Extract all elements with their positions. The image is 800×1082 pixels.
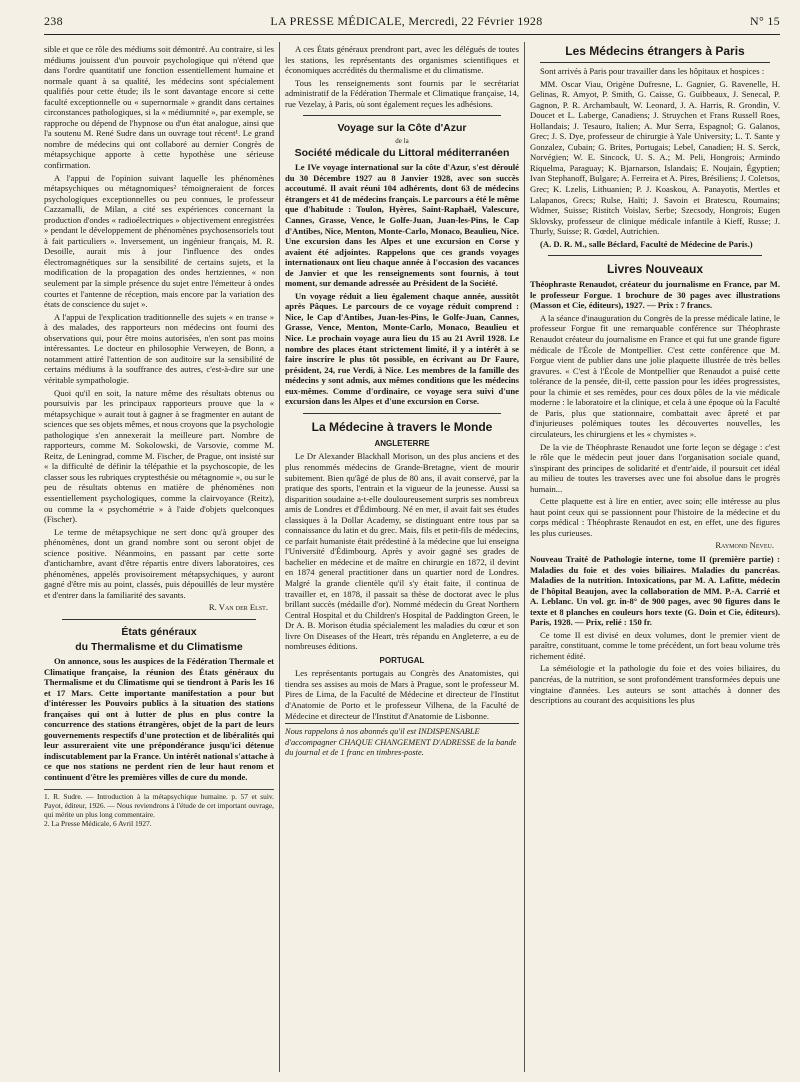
article-paragraph: Quoi qu'il en soit, la nature même des résultats obtenus ou poursuivis par les principaux rapporteurs prouve que la « métapsychique » aurait tout à gagner à se fragmenter en autant de sciences que ses objets mêmes, et nous croyons que la psychologie pathologique s'en annexerait la meilleure part. Nombre de rapporteurs, comme M. Sokolowski, de Varsovie, comme M. Reitz, de Leningrad, comme M. Fischer, de Prague, ont insisté sur « la difficulté de définir la télépathie et la psychoscopie, de les classer sous les rubriques cryptesthésie ou métagnomie », ou sur le peu de résultats obtenus en matière de phénomènes non essentiellement psychologiques, comme la clairvoyance (Reitz), ou comme la « psychométrie » à l'aide d'objets quelconques (Fischer). xyxy=(44,387,274,525)
column-rule xyxy=(524,42,525,1072)
section-divider xyxy=(548,255,762,256)
book-signature: Raymond Neveu. xyxy=(715,540,774,551)
angleterre-paragraph: Le Dr Alexander Blackhall Morison, un des plus anciens et des plus renommés médecins de Grande-Bretagne, vient de mourir subitement. Bien qu'âgé de plus de 80 ans, il avait conservé, par la pratique des sports, l'entrain et la vigueur de la jeunesse. Aussi sa disparition soudaine a-t-elle douloureusement surpris ses nombreux amis de Londres et d'Édimbourg. Né en mer, il avait fait ses études classiques à la Dollar Academy, se distinguant entre tous par sa connaissance du latin et du grec. Mais, fils et petit-fils de médecins, ce parfait humaniste était prédestiné à la médecine que lui enseigna l'Université d'Édimbourg. Après y avoir gagné ses grades de bachelier en médecine et de maître en chirurgie en 1872, il devint en 1874 general practitioner dans un quartier nord de Londres. Malgré la grande clientèle qu'il s'y était faite, il continua de travailler et, en 1878, il passait sa thèse de doctorat avec le plus brillant succès (médaille d'or). Nommé médecin du Great Northern Central Hospital et du Children's Hospital de Paddington Green, le Dr A. B. Morison étudia spécialement les maladies du cœur et son livre On Diseases of the Heart, très répandu en Angleterre, a eu de nombreuses éditions. xyxy=(285,451,519,652)
book-paragraph: De la vie de Théophraste Renaudot une forte leçon se dégage : c'est le rôle que le médecin peut jouer dans l'organisation sociale quand, s'inspirant des principes de solidarité et d'entr'aide, il poursuit cet idéal au milieu de toutes les traverses avec une foi absolue dans le progrès humain... xyxy=(530,441,780,494)
article-paragraph: Tous les renseignements sont fournis par le secrétariat administratif de la Fédération Thermale et Climatique française, 14, rue Vezelay, à Paris, où sont également reçues les adhésions. xyxy=(285,77,519,109)
article-paragraph: sible et que ce rôle des médiums soit démontré. Au contraire, si les médiums jouissent d'un pouvoir psychologique qui n'étend que dans l'ordre quantitatif une fonction essentiellement humaine et normale quant à sa qualité, les médecins sont spécialement qualifiés pour cette étude; ils le sont davantage encore si cette faculté exceptionnelle ou « supernormale » grandit dans certaines circonstances pathologiques, si la « médiumnité », par exemple, se rapproche ou dépend de l'hypnose ou d'un état analogue, ainsi que l'a soutenu M. René Sudre dans un ouvrage tout récent¹. Le grand nombre de médecins qui ont collaboré au dernier Congrès de métapsychique apporte à cette hypothèse une sérieuse confirmation. xyxy=(44,44,274,171)
country-heading: PORTUGAL xyxy=(379,655,425,665)
article-signature: R. Van der Elst. xyxy=(208,602,268,613)
book-paragraph: A la séance d'inauguration du Congrès de la presse médicale latine, le professeur Forgue fit une remarquable conférence sur Théophraste Renaudot créateur du journalisme en France et qui fut une grande figure médicale de l'École de Montpellier. C'est cette conférence que M. Forgue vient de publier dans une jolie plaquette illustrée de très belles gravures. « C'est à l'École de Montpellier que Renaudot a puisé cette tolérance de la pensée, dit-il, cette passion pour les idées progressistes, pour la chimie et ses remèdes, pour ces doux pôles de la vie médicale moderne : le laboratoire et la clinique, et cela à une époque où la Faculté de Paris, plus que stationnaire, combattait avec âpreté et par d'injurieuses polémiques toutes les découvertes nouvelles, les circulateurs, les chirurgiens et les « chymistes ». xyxy=(530,312,780,439)
column-3 xyxy=(530,44,780,708)
section-divider xyxy=(540,62,770,63)
subscriber-notice: Nous rappelons à nos abonnés qu'il est INDISPENSABLE d'accompagner CHAQUE CHANGEMENT D'ADRESSE de la bande du journal et de 1 franc en timbres-poste. xyxy=(285,723,519,759)
livres-title: Livres Nouveaux xyxy=(606,262,704,277)
article-paragraph: Le terme de métapsychique ne sert donc qu'à grouper des phénomènes, dont un grand nombre sont ou seront objet de science positive. Néanmoins, en passant par cette sorte d'antichambre, avant d'être répartis entre divers laboratoires, ces phénomènes, appelés provisoirement métapsychiques, y auront gagné d'être mis au point, classés, puis dépouillés de leur mystère et d'entrer dans la familiarité des savants. xyxy=(44,526,274,600)
etats-title: États généraux xyxy=(121,625,197,638)
footnote: 1. R. Sudre. — Introduction à la métapsychique humaine. p. 57 et suiv. Payot, éditeur, 1926. — Nous reviendrons à l'étude de cet important ouvrage, qui mérite un plus long commentaire. xyxy=(44,791,274,819)
page-number: 238 xyxy=(44,14,63,28)
column-1 xyxy=(44,44,274,828)
issue-number: N° 15 xyxy=(750,14,780,28)
column-2 xyxy=(285,44,519,759)
portugal-paragraph: Les représentants portugais au Congrès des Anatomistes, qui tiendra ses assises au mois de Mars à Prague, sont le professeur M. Pires de Lima, de la Faculté de Médecine et directeur de l'Institut d'Anatomie de Porto et le professeur Vilhena, de la Faculté de Médecine et directeur de l'Institut d'Anatomie de Lisbonne. xyxy=(285,668,519,721)
book-heading: Nouveau Traité de Pathologie interne, tome II (première partie) : Maladies du foie et des voies biliaires. Maladies du pancréas. Maladies de la nutrition. Intoxications, par M. A. Lafitte, médecin de l'hôpital Beaujon, avec la collaboration de MM. P.-A. Carrié et A. Leblanc. Un vol. gr. in-8° de 900 pages, avec 90 figures dans le texte et 8 planches en couleurs hors texte (G. Doin et Cie, éditeurs). Paris, 1928. — Prix, relié : 150 fr. xyxy=(530,553,780,628)
etats-subtitle: du Thermalisme et du Climatisme xyxy=(75,640,243,653)
journal-title: LA PRESSE MÉDICALE, Mercredi, 22 Février 1928 xyxy=(270,14,543,28)
section-divider xyxy=(303,115,501,116)
column-rule xyxy=(279,42,280,1072)
country-heading: ANGLETERRE xyxy=(374,438,430,448)
newspaper-page xyxy=(44,14,780,1074)
article-paragraph: A l'appui de l'opinion suivant laquelle les phénomènes métapsychiques ou métagnomiques² témoigneraient de forces psychologiques exceptionnelles ou peu connues, le professeur Cazzamalli, de Milan, a cité ses expériences concernant la production d'ondes « radioélectriques » objectivement enregistrées » pendant le développement de phénomènes psychosensoriels tout à fait particuliers ». Inversement, un ingénieur français, M. R. Desoille, aurait mis à jour l'influence des ondes électromagnétiques sur la sensibilité de certains sujets, et la modification de la propagation des ondes hertziennes, « non seulement par la simple présence du sujet entre l'émetteur à ondes courtes et l'antenne de réception, mais encore par la variation des états de conscience du sujet ». xyxy=(44,172,274,310)
etats-paragraph: On annonce, sous les auspices de la Fédération Thermale et Climatique française, la réunion des États généraux du Thermalisme et du Climatisme qui se tiendront à Paris les 16 et 17 Mars. Cette importante manifestation a pour but d'intéresser les Pouvoirs publics à la situation des stations françaises qui ont à lutter de plus en plus contre la concurrence des stations étrangères, objet de la part de leurs gouvernements respectifs d'une protection et de libéralités qui leur assureraient vite une prépondérance jusqu'ici détenue indiscutablement par la France. Un intérêt national s'attache à ce que nos stations ne perdent rien de leur haut renom et continuent d'être les premières villes de cure du monde. xyxy=(44,655,274,782)
book-paragraph: Cette plaquette est à lire en entier, avec soin; elle intéresse au plus haut point ceux qui se passionnent pour l'histoire de la médecine et du corps médical : Théophraste Renaudot en est, en effet, une des figures les plus curieuses. xyxy=(530,496,780,538)
page-header xyxy=(44,14,780,35)
book-paragraph: La séméiologie et la pathologie du foie et des voies biliaires, du pancréas, de la nutrition, se sont profondément transformées depuis une vingtaine d'années. Les auteurs se sont attachés à donner des descriptions au courant des acquisitions les plus xyxy=(530,663,780,706)
voyage-title: Voyage sur la Côte d'Azur xyxy=(337,122,467,135)
etrangers-intro: Sont arrivés à Paris pour travailler dans les hôpitaux et hospices : xyxy=(540,66,765,76)
voyage-de: de la xyxy=(395,137,409,146)
footnote: 2. La Presse Médicale, 6 Avril 1927. xyxy=(44,819,152,829)
book-heading: Théophraste Renaudot, créateur du journalisme en France, par M. le professeur Forgue. 1 brochure de 30 pages avec illustrations (Masson et Cie, éditeurs), 1927. — Prix : 7 francs. xyxy=(530,279,780,311)
section-divider xyxy=(62,619,256,620)
etrangers-source: (A. D. R. M., salle Béclard, Faculté de Médecine de Paris.) xyxy=(540,238,753,249)
etrangers-title: Les Médecins étrangers à Paris xyxy=(565,44,745,58)
monde-title: La Médecine à travers le Monde xyxy=(311,419,493,434)
section-divider xyxy=(303,413,501,414)
etrangers-list: MM. Oscar Viau, Origène Dufresne, L. Gagnier, G. Ravenelle, H. Gelinas, R. Amyot, P. Smith, G. Caisse, G. Guibbeaux, J. Senecal, P. Gagnon, P. R. Archambault, W. Leonard, J. A. Harris, R. Grondin, V. Doucet et L. Laberge, Canadiens; J. Struychen et Frans Russell Roes, Hollandais; J. Tesauro, Italien; A. Mur Serra, Espagnol; G. Galanos, Grec; J. S. Dye, professeur de chirurgie à Yale University; L. T. Sante y Gonzalez, Cubain; G. Brites, Portugais; Lebel, Canadien; H. S. Serck, Norvégien; W. E. Sincock, U. S. A.; M. Peli, Hongrois; Armindo Riquelma, Paraguay; K. Bjarnarson, Islandais; E. Noujain, Égyptien; Ivan Stephanoff, Bulgare; A. Ferreira et A. Pires, Brésiliens; J. Coletsos, Grec; K. Lzelis, Lithuanien; P. J. Koaskou, A. Panayotis, Mertles et Lalapanos, Grecs; Rulse, Haïti; J. Savoin et Bratescu, Roumains; Widmer, Suisse; Ristitch Voislav, Serbe; Szecsody, Hongrois; Eugen Sklovsky, professeur de clinique médicale infantile à Kieff, Russe; J. Thurly, Suisse; R. Gœdel, Autrichien. xyxy=(530,78,780,237)
voyage-subtitle: Société médicale du Littoral méditerranéen xyxy=(294,147,510,160)
book-paragraph: Ce tome II est divisé en deux volumes, dont le premier vient de paraître, constituant, comme le tome précédent, un fort beau volume très richement édité. xyxy=(530,629,780,661)
footnotes xyxy=(44,789,274,829)
article-paragraph: A ces États généraux prendront part, avec les délégués de toutes les stations, les représentants des organismes scientifiques et économiques accrédités du thermalisme et du climatisme. xyxy=(285,44,519,76)
voyage-paragraph: Le IVe voyage international sur la côte d'Azur, s'est déroulé du 30 Décembre 1927 au 8 Janvier 1928, avec son succès accoutumé. Il avait réuni 104 adhérents, dont 63 de médecins étrangers et 41 de médecins français. Le parcours a été le même que d'habitude : Toulon, Hyères, Saint-Raphaël, Valescure, Cannes, Grasse, Vence, le Golfe-Juan, Juan-les-Pins, le Cap d'Antibes, Nice, Menton, Monte-Carlo, Monaco, Beaulieu, Nice. Une excursion dans les Alpes et une excursion en Corse y avaient été adjointes. Rappelons que ces grands voyages internationaux ont lieu chaque année à l'occasion des vacances de Janvier et que les renseignements sont fournis, à tout moment, sur demande adressée au Président de la Société. xyxy=(285,162,519,289)
article-paragraph: A l'appui de l'explication traditionnelle des sujets « en transe » à des malades, des rapporteurs non médecins ont fourni des observations qui, pour être moins autorisées, n'en sont pas moins intéressantes. Le docteur en philosophie Verweyen, de Bonn, a notamment attiré l'attention de son auditoire sur la sensibilité de certains médiums à la souffrance des autres, c'est-à-dire sur une véritable sympathologie. xyxy=(44,311,274,385)
voyage-paragraph: Un voyage réduit a lieu également chaque année, aussitôt après Pâques. Le parcours de ce voyage réduit comprend : Nice, le Cap d'Antibes, Juan-les-Pins, le Golfe-Juan, Cannes, Grasse, Vence, Menton, Monte-Carlo, Monaco, Beaulieu et Nice. Le prochain voyage aura lieu du 15 au 21 Avril 1928. Le nombre des places étant strictement limité, il y a intérêt à se faire inscrire le plus tôt possible, en écrivant au Dr Faure, président, 24, rue Verdi, à Nice. Les membres de la famille des médecins y sont admis, aux mêmes conditions que les médecins eux-mêmes. Comme d'ordinaire, ce voyage sera suivi d'une excursion dans les Alpes et d'une excursion en Corse. xyxy=(285,290,519,407)
